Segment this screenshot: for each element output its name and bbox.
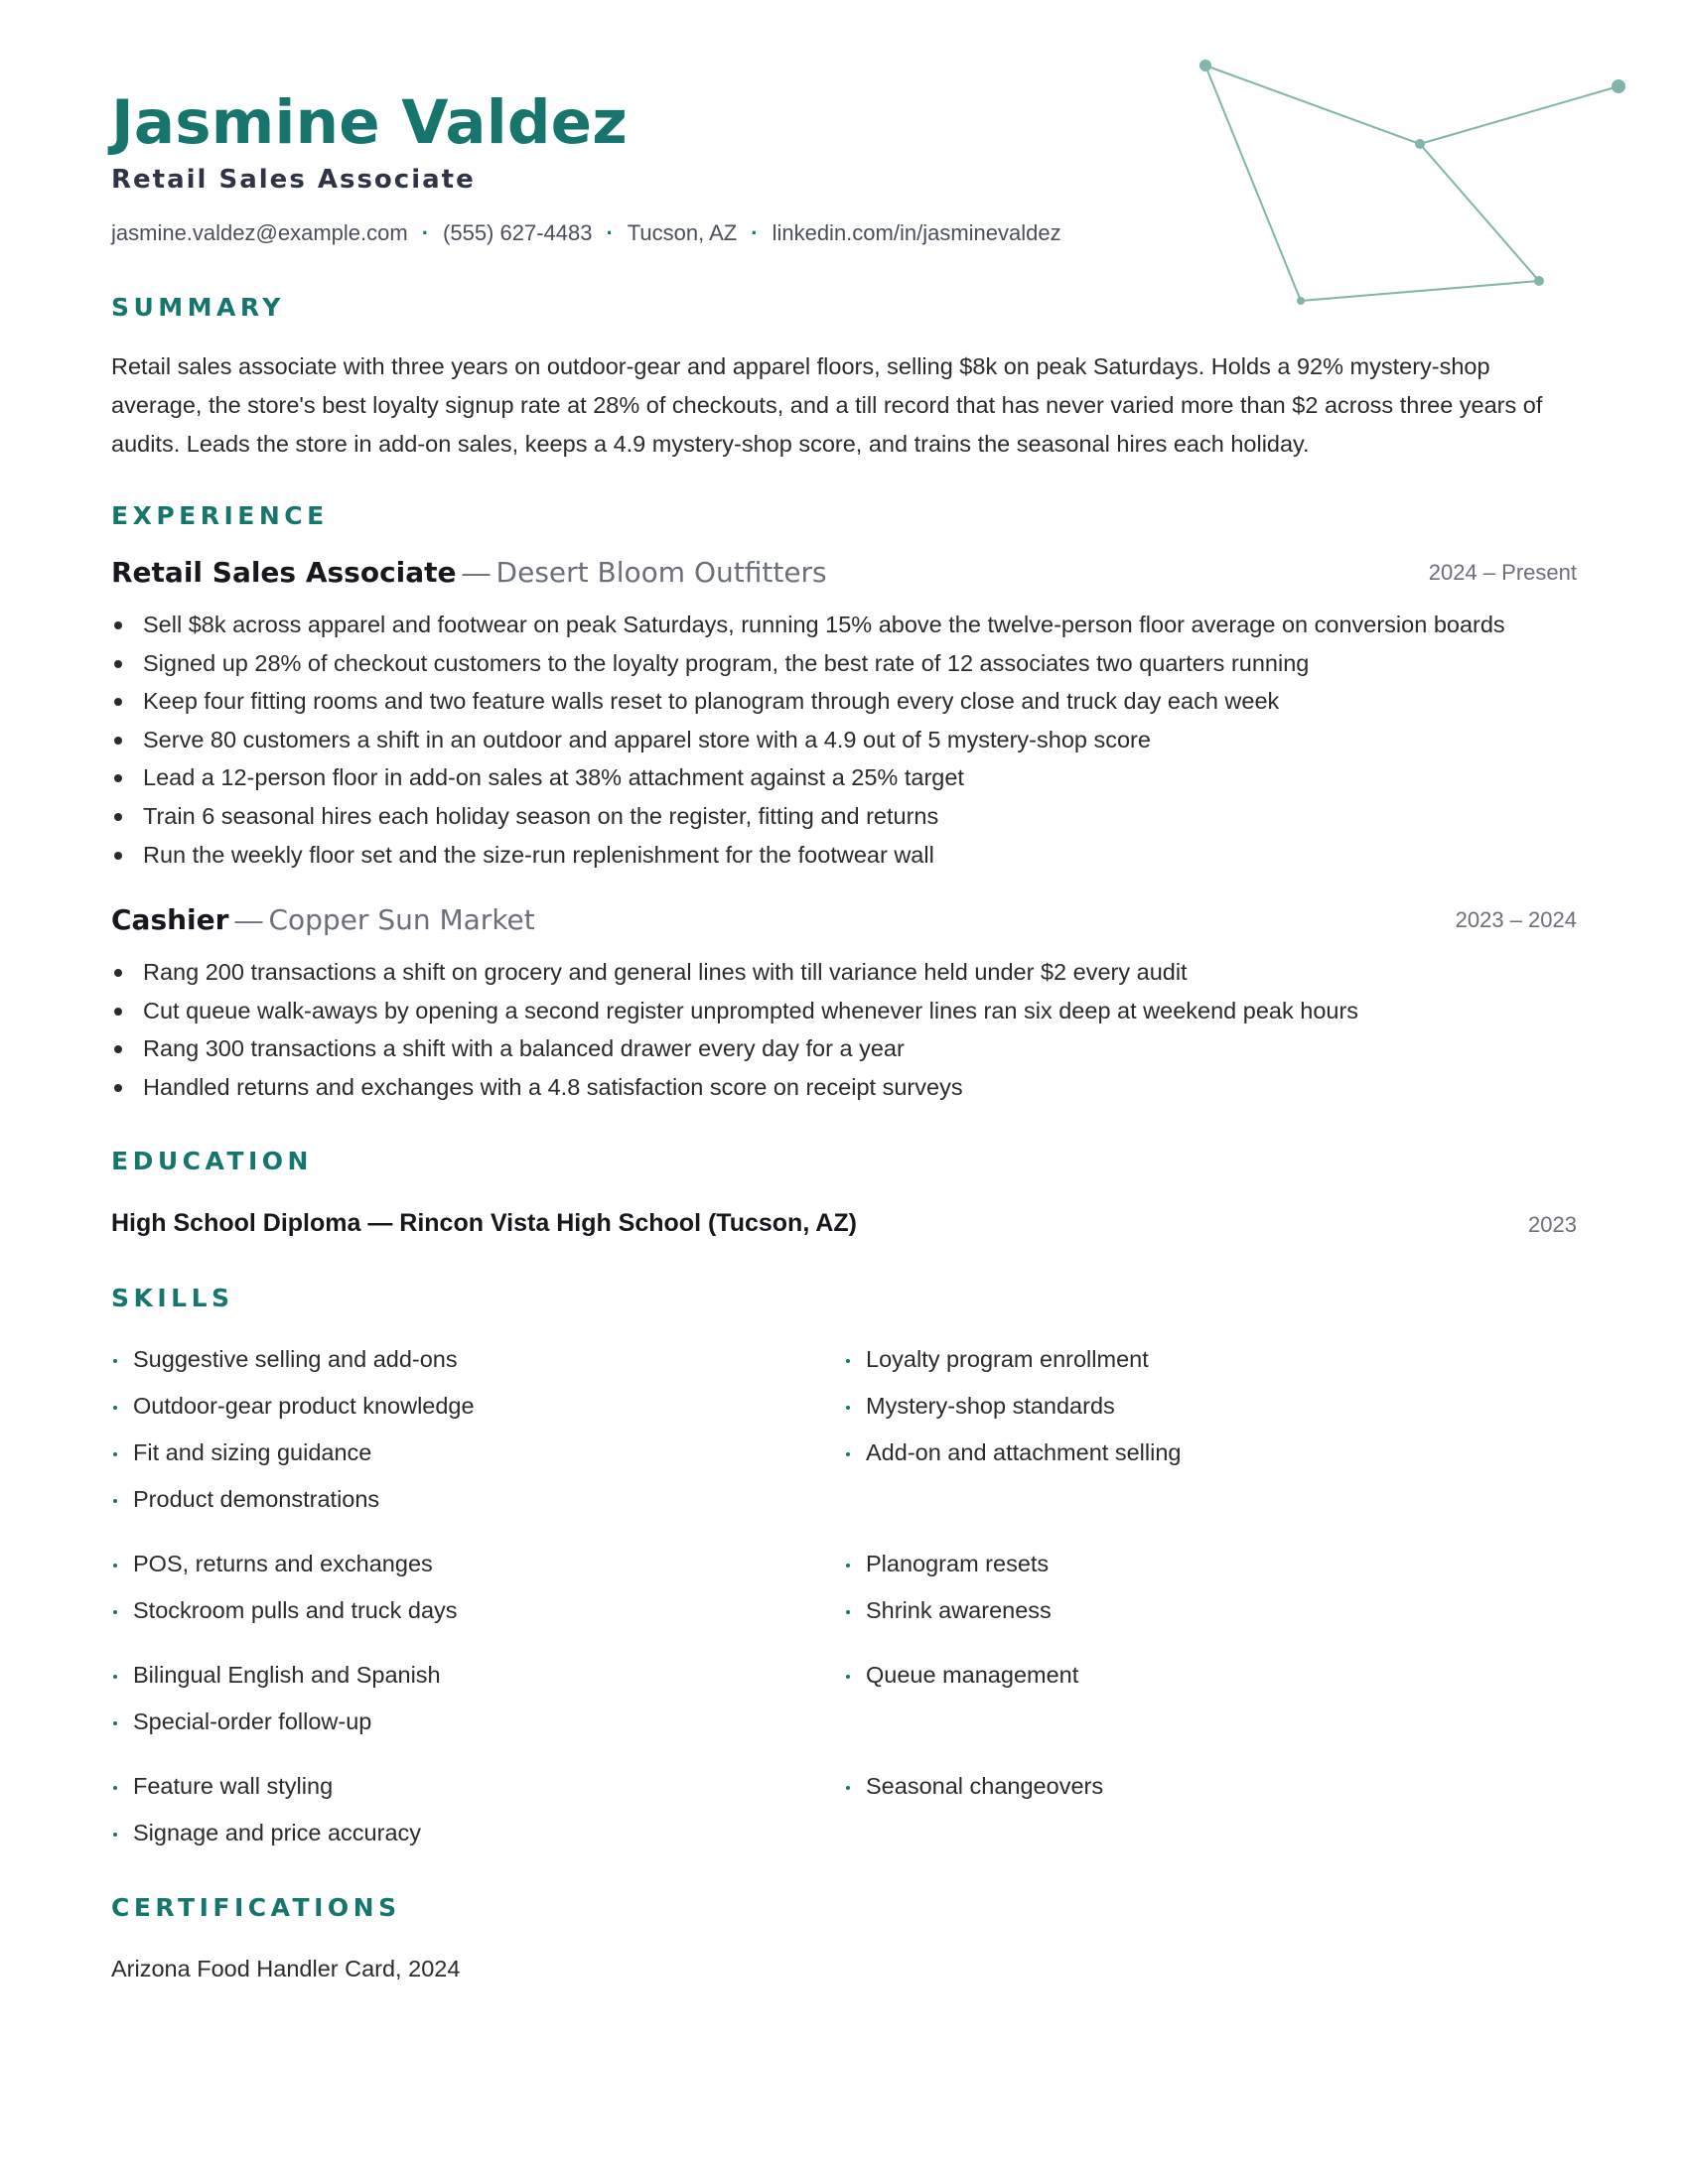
- email-text: jasmine.valdez@example.com: [111, 220, 408, 245]
- job-dash: —: [234, 904, 263, 935]
- education-entry: [111, 1209, 1577, 1238]
- constellation-star: [1534, 276, 1544, 286]
- job-bullet: Lead a 12-person floor in add-on sales at 38% attachment against a 25% target: [111, 758, 1577, 797]
- job-header: [111, 556, 1577, 592]
- job-title: Retail Sales Associate: [111, 556, 457, 589]
- candidate-name: Jasmine Valdez: [111, 87, 628, 158]
- summary-text: Retail sales associate with three years on outdoor-gear and apparel floors, selling $8k on peak Saturdays. Holds a 92% mystery-shop average, the store's best loyalty signup rate at 28% of checkouts, and a till record that has never varied more than $2 across three years of audits. Leads the store in add-on sales, keeps a 4.9 mystery-shop score, and trains the seasonal hires each holiday.: [111, 353, 1543, 457]
- constellation-line: [1420, 144, 1539, 281]
- job-company: Copper Sun Market: [268, 903, 535, 936]
- job-title: Cashier: [111, 903, 229, 936]
- constellation-decoration: [1184, 50, 1650, 318]
- job-header: [111, 903, 1577, 939]
- location-text: Tucson, AZ: [627, 220, 738, 245]
- constellation-star: [1415, 139, 1425, 149]
- job-bullet: Serve 80 customers a shift in an outdoor and apparel store with a 4.9 out of 5 mystery-shop score: [111, 721, 1577, 759]
- candidate-role: Retail Sales Associate: [111, 165, 476, 195]
- skill-item: Seasonal changeovers: [844, 1763, 1577, 1810]
- phone-text: (555) 627-4483: [443, 220, 593, 245]
- job-bullet: Cut queue walk-aways by opening a second register unprompted whenever lines ran six deep at weekend peak hours: [111, 992, 1577, 1030]
- constellation-line: [1205, 66, 1301, 301]
- skill-item: Fit and sizing guidance: [111, 1430, 844, 1476]
- skill-group: [111, 1652, 1577, 1745]
- skill-group: [111, 1336, 1577, 1523]
- skill-item: Planogram resets: [844, 1541, 1577, 1587]
- job-bullet: Handled returns and exchanges with a 4.8 satisfaction score on receipt surveys: [111, 1068, 1577, 1107]
- constellation-star: [1199, 60, 1211, 71]
- skill-item: Bilingual English and Spanish: [111, 1652, 844, 1699]
- job-bullets: [111, 606, 1577, 874]
- skill-item: POS, returns and exchanges: [111, 1541, 844, 1587]
- summary-heading: SUMMARY: [111, 293, 285, 322]
- skill-item: Product demonstrations: [111, 1476, 844, 1523]
- constellation-line: [1420, 86, 1618, 144]
- skills-heading: SKILLS: [111, 1284, 234, 1312]
- skill-item: Add-on and attachment selling: [844, 1430, 1577, 1476]
- job-bullets: [111, 953, 1577, 1106]
- skill-item: Shrink awareness: [844, 1587, 1577, 1634]
- skill-item: Outdoor-gear product knowledge: [111, 1383, 844, 1430]
- skill-item: Queue management: [844, 1652, 1577, 1699]
- constellation-star: [1612, 79, 1625, 93]
- job-bullet: Rang 300 transactions a shift with a balanced drawer every day for a year: [111, 1029, 1577, 1068]
- experience-heading: EXPERIENCE: [111, 501, 329, 530]
- contact-separator: ·: [421, 220, 430, 245]
- contact-separator: ·: [606, 220, 614, 245]
- job-bullet: Keep four fitting rooms and two feature walls reset to planogram through every close and truck day each week: [111, 682, 1577, 721]
- certification-item: Arizona Food Handler Card, 2024: [111, 1956, 461, 1981]
- skill-item: Loyalty program enrollment: [844, 1336, 1577, 1383]
- skill-item: Feature wall styling: [111, 1763, 844, 1810]
- constellation-star: [1297, 297, 1305, 305]
- skill-item: Mystery-shop standards: [844, 1383, 1577, 1430]
- education-heading: EDUCATION: [111, 1147, 313, 1175]
- constellation-line: [1205, 66, 1420, 144]
- job-company: Desert Bloom Outfitters: [495, 556, 827, 589]
- job-bullet: Sell $8k across apparel and footwear on peak Saturdays, running 15% above the twelve-person floor average on conversion boards: [111, 606, 1577, 644]
- constellation-line: [1301, 281, 1539, 301]
- contact-separator: ·: [751, 220, 759, 245]
- job-dash: —: [462, 557, 491, 588]
- skill-item: Stockroom pulls and truck days: [111, 1587, 844, 1634]
- skill-item: Signage and price accuracy: [111, 1810, 844, 1856]
- contact-line: [111, 220, 1061, 246]
- job-dates: 2023 – 2024: [1455, 907, 1577, 932]
- skill-group: [111, 1541, 1577, 1634]
- job-bullet: Run the weekly floor set and the size-run replenishment for the footwear wall: [111, 836, 1577, 875]
- skills-grid: [111, 1336, 1577, 1874]
- skill-group: [111, 1763, 1577, 1856]
- job-dates: 2024 – Present: [1428, 560, 1577, 585]
- skill-item: Suggestive selling and add-ons: [111, 1336, 844, 1383]
- linkedin-text: linkedin.com/in/jasminevaldez: [772, 220, 1061, 245]
- education-year: 2023: [1528, 1212, 1577, 1237]
- certifications-heading: CERTIFICATIONS: [111, 1893, 401, 1922]
- job-bullet: Train 6 seasonal hires each holiday season on the register, fitting and returns: [111, 797, 1577, 836]
- education-degree: High School Diploma — Rincon Vista High School (Tucson, AZ): [111, 1209, 857, 1237]
- job-bullet: Rang 200 transactions a shift on grocery and general lines with till variance held under $2 every audit: [111, 953, 1577, 992]
- skill-item: Special-order follow-up: [111, 1699, 844, 1745]
- job-bullet: Signed up 28% of checkout customers to the loyalty program, the best rate of 12 associates two quarters running: [111, 644, 1577, 683]
